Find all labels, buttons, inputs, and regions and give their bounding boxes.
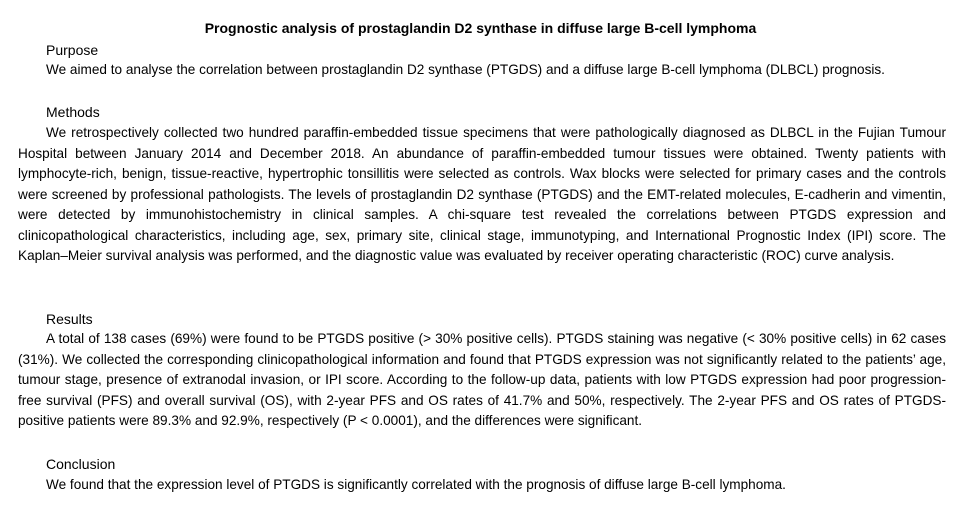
methods-text: We retrospectively collected two hundred paraffin-embedded tissue specimens that were pathologically diagnosed as DLBCL in the Fujian Tumour Hospital between January 2014 and December 2018. An abundance of paraffin-embedded tumour tissues were obtained. Twenty patients with lymphocyte-rich, benign, tissue-reactive, hypertrophic tonsillitis were selected as controls. Wax blocks were selected for primary cases and the controls were screened by professional pathologists. The levels of prostaglandin D2 synthase (PTGDS) and the EMT-related molecules, E-cadherin and vimentin, were detected by immunohistochemistry in clinical samples. A chi-square test revealed the correlations between PTGDS expression and clinicopathological characteristics, including age, sex, primary site, clinical stage, immunotyping, and International Prognostic Index (IPI) score. The Kaplan–Meier survival analysis was performed, and the diagnostic value was evaluated by receiver operating characteristic (ROC) curve analysis. xyxy=(18,125,946,263)
paper-title: Prognostic analysis of prostaglandin D2 synthase in diffuse large B-cell lymphoma xyxy=(204,20,757,36)
conclusion-heading: Conclusion xyxy=(46,456,116,472)
purpose-heading: Purpose xyxy=(46,42,99,58)
conclusion-text: We found that the expression level of PTGDS is significantly correlated with the prognosis of diffuse large B-cell lymphoma. xyxy=(46,477,786,492)
purpose-text: We aimed to analyse the correlation between prostaglandin D2 synthase (PTGDS) and a diffuse large B-cell lymphoma (DLBCL) prognosis. xyxy=(46,62,885,77)
results-heading: Results xyxy=(46,311,93,327)
methods-heading: Methods xyxy=(46,104,100,120)
results-text: A total of 138 cases (69%) were found to be PTGDS positive (> 30% positive cells). PTGDS staining was negative (< 30% positive cells) in 62 cases (31%). We collected the corresponding clinicopathological information and found that PTGDS expression was not significantly related to the patients’ age, tumour stage, presence of extranodal invasion, or IPI score. According to the follow-up data, patients with low PTGDS expression had poor progression-free survival (PFS) and overall survival (OS), with 2-year PFS and OS rates of 41.7% and 50%, respectively. The 2-year PFS and OS rates of PTGDS-positive patients were 89.3% and 92.9%, respectively (P < 0.0001), and the differences were significant. xyxy=(18,331,946,428)
